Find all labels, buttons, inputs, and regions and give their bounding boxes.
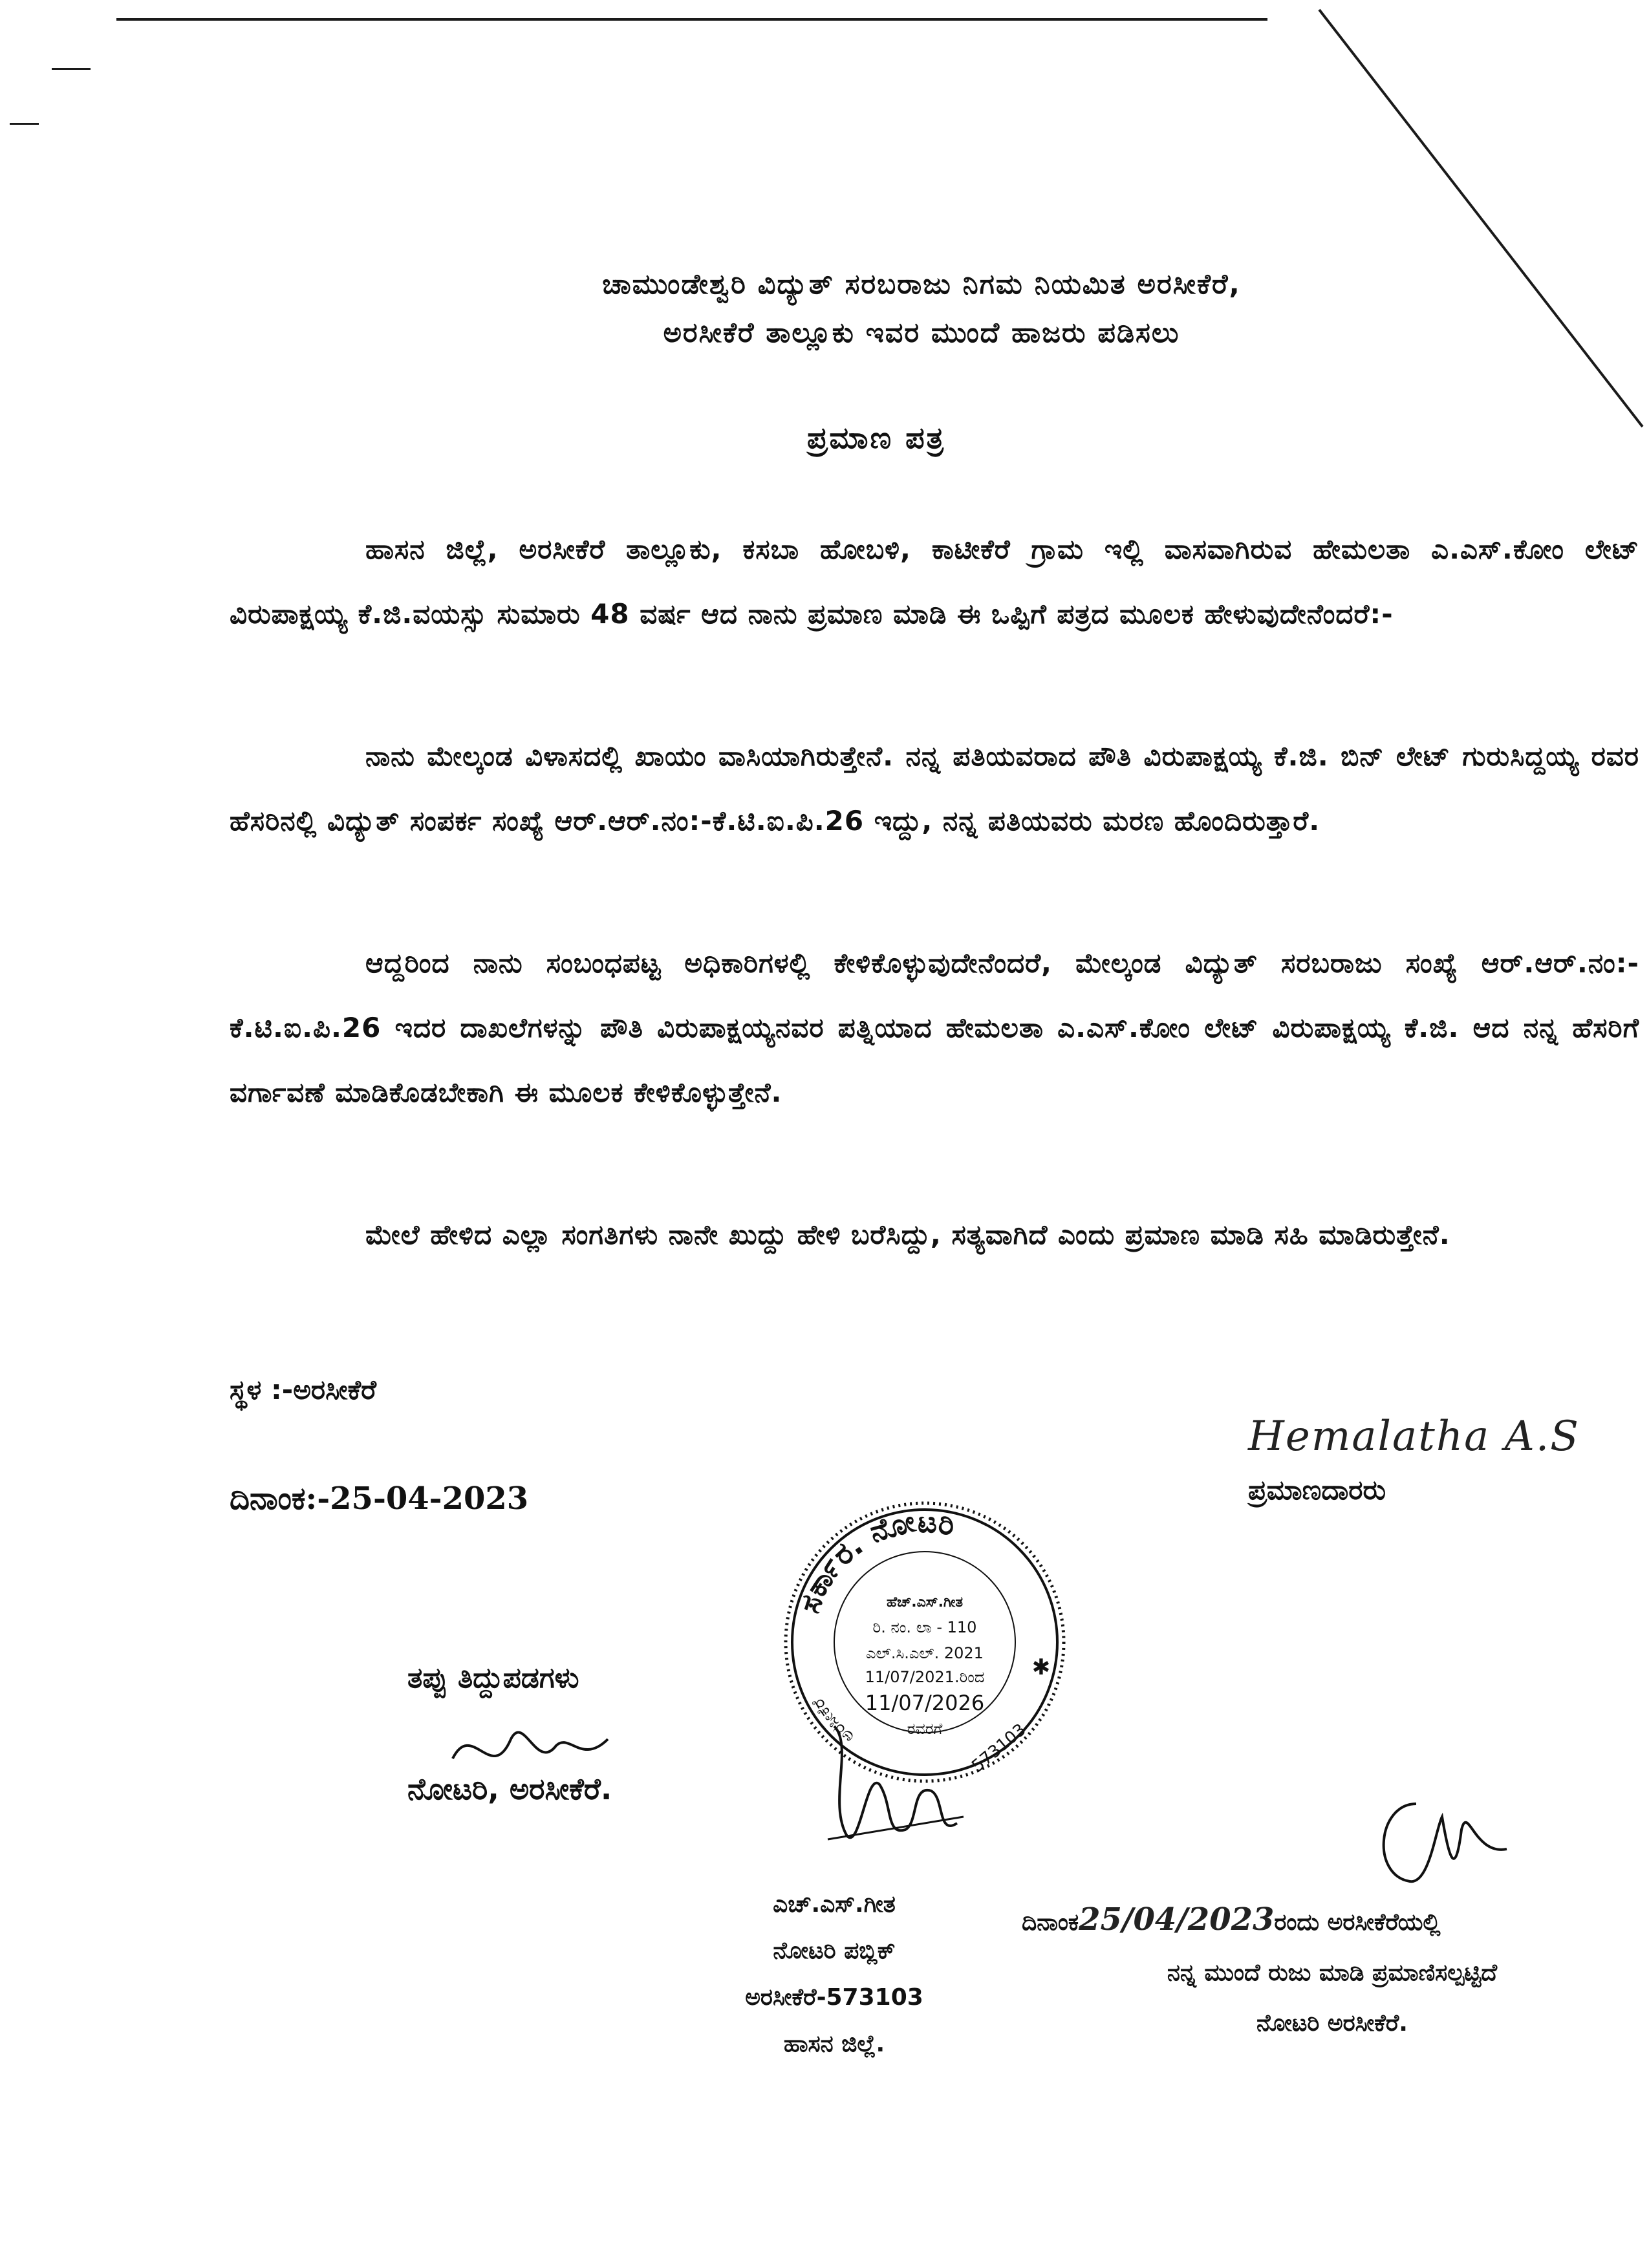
attestation-after-date: ರಂದು ಅರಸೀಕೆರೆಯಲ್ಲಿ xyxy=(1274,1909,1441,1936)
document-title: ಪ್ರಮಾಣ ಪತ್ರ xyxy=(807,420,945,455)
paragraph-2 xyxy=(230,724,1639,853)
corrections-notary-label: ನೋಟರಿ, ಅರಸೀಕೆರೆ. xyxy=(407,1771,612,1806)
addressee-line-2: ಅರಸೀಕೆರೆ ತಾಲ್ಲೂಕು ಇವರ ಮುಂದೆ ಹಾಜರು ಪಡಿಸಲು xyxy=(663,317,1180,349)
scan-mark-left-2 xyxy=(10,123,39,125)
seal-till: ರವರಗೆ xyxy=(907,1720,943,1738)
paragraph-3-text: ಆದ್ದರಿಂದ ನಾನು ಸಂಬಂಧಪಟ್ಟ ಅಧಿಕಾರಿಗಳಲ್ಲಿ ಕೇಳಿಕೊಳ್ಳುವುದೇನೆಂದರೆ, ಮೇಲ್ಕಂಡ ವಿದ್ಯುತ್ ಸರಬರಾಜು ಸಂಖ್ಯೆ ಆರ್.ಆರ್.ನಂ:-ಕೆ.ಟಿ.ಐ.ಪಿ.26 ಇದರ ದಾಖಲೆಗಳನ್ನು ಪೌತಿ ವಿರುಪಾಕ್ಷಯ್ಯನವರ ಪತ್ನಿಯಾದ ಹೇಮಲತಾ ಎ.ಎಸ್.ಕೋಂ ಲೇಟ್ ವಿರುಪಾಕ್ಷಯ್ಯ ಕೆ.ಜಿ. ಆದ ನನ್ನ ಹೆಸರಿಗೆ ವರ್ಗಾವಣೆ ಮಾಡಿಕೊಡಬೇಕಾಗಿ ಈ ಮೂಲಕ ಕೇಳಿಕೊಳ್ಳುತ್ತೇನೆ. xyxy=(230,947,1639,1108)
attestation-line-3: ನೋಟರಿ ಅರಸೀಕೆರೆ. xyxy=(1256,2010,1408,2037)
notary-signature-scribble xyxy=(808,1707,976,1862)
scan-mark-left xyxy=(52,68,91,70)
seal-valid-to: 11/07/2026 xyxy=(865,1691,985,1715)
addressee-line-1: ಚಾಮುಂಡೇಶ್ವರಿ ವಿದ್ಯುತ್ ಸರಬರಾಜು ನಿಗಮ ನಿಯಮಿತ ಅರಸೀಕೆರೆ, xyxy=(602,268,1241,301)
paragraph-2-text: ನಾನು ಮೇಲ್ಕಂಡ ವಿಳಾಸದಲ್ಲಿ ಖಾಯಂ ವಾಸಿಯಾಗಿರುತ್ತೇನೆ. ನನ್ನ ಪತಿಯವರಾದ ಪೌತಿ ವಿರುಪಾಕ್ಷಯ್ಯ ಕೆ.ಜಿ. ಬಿನ್ ಲೇಟ್ ಗುರುಸಿದ್ದಯ್ಯ ರವರ ಹೆಸರಿನಲ್ಲಿ ವಿದ್ಯುತ್ ಸಂಪರ್ಕ ಸಂಖ್ಯೆ ಆರ್.ಆರ್.ನಂ:-ಕೆ.ಟಿ.ಐ.ಪಿ.26 ಇದ್ದು, ನನ್ನ ಪತಿಯವರು ಮರಣ ಹೊಂದಿರುತ್ತಾರೆ. xyxy=(230,740,1639,837)
seal-lcl: ಎಲ್.ಸಿ.ಎಲ್. 2021 xyxy=(866,1644,984,1662)
seal-top-arc: ಸರ್ಕಾರ. ನೋಟರಿ xyxy=(792,1503,958,1618)
paragraph-4-text: ಮೇಲೆ ಹೇಳಿದ ಎಲ್ಲಾ ಸಂಗತಿಗಳು ನಾನೇ ಖುದ್ದು ಹೇಳಿ ಬರೆಸಿದ್ದು, ಸತ್ಯವಾಗಿದೆ ಎಂದು ಪ್ರಮಾಣ ಮಾಡಿ ಸಹಿ ಮಾಡಿರುತ್ತೇನೆ. xyxy=(365,1219,1450,1250)
attestation-line-1 xyxy=(1022,1894,1604,1948)
seal-star-icon: ✱ xyxy=(1031,1654,1051,1680)
notary-place: ಅರಸೀಕೆರೆ-573103 xyxy=(745,1984,923,2011)
notary-title: ನೋಟರಿ ಪಬ್ಲಿಕ್ xyxy=(773,1938,896,1964)
declarant-signature: Hemalatha A.S xyxy=(1248,1413,1580,1460)
paragraph-1 xyxy=(230,517,1639,647)
seal-name: ಹೆಚ್.ಎಸ್.ಗೀತ xyxy=(887,1594,963,1610)
scan-fold-line xyxy=(1306,0,1649,453)
seal-pin: 573103 xyxy=(968,1720,1030,1777)
notary-name: ಎಚ್.ಎಸ್.ಗೀತ xyxy=(773,1891,896,1918)
paragraph-4 xyxy=(230,1203,1639,1267)
attestation-date-label: ದಿನಾಂಕ xyxy=(1022,1909,1079,1936)
attestation-line-2: ನನ್ನ ಮುಂದೆ ರುಜು ಮಾಡಿ ಪ್ರಮಾಣಿಸಲ್ಪಟ್ಟಿದೆ xyxy=(1167,1960,1498,1986)
attestation-handwritten-date: 25/04/2023 xyxy=(1079,1901,1275,1938)
place-line: ಸ್ಥಳ :-ಅರಸೀಕೆರೆ xyxy=(230,1374,376,1406)
declarant-label: ಪ್ರಮಾಣದಾರರು xyxy=(1248,1474,1386,1506)
corrections-note: ತಪ್ಪು ತಿದ್ದುಪಡಗಳು xyxy=(407,1662,579,1695)
paragraph-1-text: ಹಾಸನ ಜಿಲ್ಲೆ, ಅರಸೀಕೆರೆ ತಾಲ್ಲೂಕು, ಕಸಬಾ ಹೋಬಳಿ, ಕಾಟೀಕೆರೆ ಗ್ರಾಮ ಇಲ್ಲಿ ವಾಸವಾಗಿರುವ ಹೇಮಲತಾ ಎ.ಎಸ್.ಕೋಂ ಲೇಟ್ ವಿರುಪಾಕ್ಷಯ್ಯ ಕೆ.ಜಿ.ವಯಸ್ಸು ಸುಮಾರು 48 ವರ್ಷ ಆದ ನಾನು ಪ್ರಮಾಣ ಮಾಡಿ ಈ ಒಪ್ಪಿಗೆ ಪತ್ರದ ಮೂಲಕ ಹೇಳುವುದೇನೆಂದರೆ:- xyxy=(230,533,1639,630)
seal-reg-no: ರಿ. ನಂ. ಲಾ - 110 xyxy=(872,1618,977,1636)
notary-district: ಹಾಸನ ಜಿಲ್ಲೆ. xyxy=(783,2031,885,2057)
seal-valid-from: 11/07/2021.ರಿಂದ xyxy=(865,1668,985,1686)
date-line: ದಿನಾಂಕ:-25-04-2023 xyxy=(230,1481,529,1517)
seal-left-arc: ಅರಸೀಕೆರೆ xyxy=(808,1695,858,1748)
attesting-notary-signature xyxy=(1364,1791,1513,1901)
scan-edge-top-line xyxy=(116,18,1267,21)
paragraph-3 xyxy=(230,931,1639,1125)
notary-address-block xyxy=(705,1881,964,2068)
attestation-block xyxy=(1022,1894,1604,2049)
